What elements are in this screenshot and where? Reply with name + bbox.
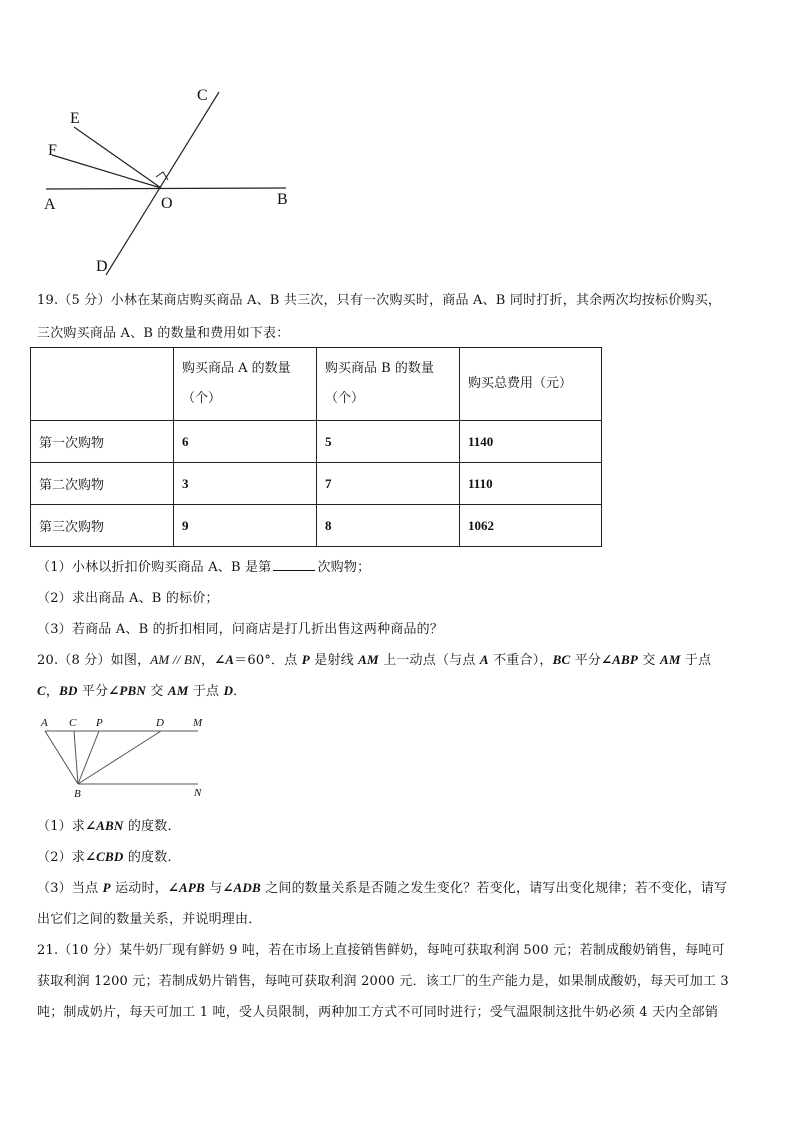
q19-line2: 三次购买商品 A、B 的数量和费用如下表： bbox=[37, 326, 290, 341]
table-cell: 9 bbox=[174, 505, 317, 547]
answer-blank bbox=[273, 558, 315, 571]
label-f: F bbox=[48, 142, 57, 159]
q21-line2: 获取利润 1200 元；若制成奶片销售，每吨可获取利润 2000 元．该工厂的生产能力是，如果制成酸奶，每天可加工 3 bbox=[37, 974, 729, 989]
label-a: A bbox=[44, 196, 56, 213]
q19-line1: 19.（5 分）小林在某商店购买商品 A、B 共三次，只有一次购买时，商品 A、B 同时打折，其余两次均按标价购买， bbox=[37, 293, 722, 308]
q19-sub3: （3）若商品 A、B 的折扣相同，问商店是打几折出售这两种商品的？ bbox=[37, 622, 444, 637]
q19-sub1: （1）小林以折扣价购买商品 A、B 是第 次购物； bbox=[37, 560, 371, 575]
segment-ba bbox=[45, 731, 78, 784]
ray-oe bbox=[74, 127, 161, 188]
table-header-row bbox=[31, 348, 602, 421]
parallel-figure bbox=[38, 712, 213, 800]
table-header-cell bbox=[31, 348, 174, 421]
purchase-table bbox=[30, 347, 602, 547]
label-o: O bbox=[161, 195, 173, 212]
label-c: C bbox=[69, 717, 77, 729]
q19-sub2: （2）求出商品 A、B 的标价； bbox=[37, 591, 219, 606]
label-a: A bbox=[41, 717, 48, 729]
q20-sub1: （1）求∠ABN 的度数． bbox=[37, 818, 181, 834]
table-cell: 5 bbox=[317, 421, 460, 463]
ray-of bbox=[52, 155, 161, 188]
q20-sub3-line2: 出它们之间的数量关系，并说明理由． bbox=[37, 912, 262, 927]
label-b: B bbox=[74, 788, 81, 800]
table-cell: 1140 bbox=[460, 421, 602, 463]
label-c: C bbox=[197, 87, 208, 104]
q21-line3: 吨；制成奶片，每天可加工 1 吨，受人员限制，两种加工方式不可同时进行；受气温限制这批牛奶必须 4 天内全部销 bbox=[37, 1005, 719, 1020]
q20-sub2: （2）求∠CBD 的度数． bbox=[37, 849, 181, 865]
q20-sub3-line1: （3）当点 P 运动时，∠APB 与∠ADB 之间的数量关系是否随之发生变化？若变化，请写出变化规律；若不变化，请写 bbox=[37, 880, 728, 896]
segment-bd bbox=[78, 731, 161, 784]
table-cell: 3 bbox=[174, 463, 317, 505]
q20-line1: 20.（8 分）如图，AM // BN，∠A＝60°．点 P 是射线 AM 上一动点（与点 A 不重合），BC 平分∠ABP 交 AM 于点 bbox=[37, 652, 712, 668]
table-cell: 第三次购物 bbox=[31, 505, 174, 547]
label-n: N bbox=[194, 787, 202, 799]
table-header-cell: 购买商品 A 的数量 （个） bbox=[174, 348, 317, 421]
line-ab bbox=[46, 188, 286, 189]
right-angle-mark bbox=[156, 172, 168, 180]
angle-figure bbox=[36, 80, 306, 280]
label-d: D bbox=[156, 717, 164, 729]
table-row bbox=[31, 463, 602, 505]
table-cell: 1110 bbox=[460, 463, 602, 505]
table-cell: 6 bbox=[174, 421, 317, 463]
table-cell: 8 bbox=[317, 505, 460, 547]
label-p: P bbox=[96, 717, 103, 729]
table-cell: 第一次购物 bbox=[31, 421, 174, 463]
segment-bc bbox=[74, 731, 78, 784]
table-header-cell: 购买总费用（元） bbox=[460, 348, 602, 421]
label-b: B bbox=[277, 191, 288, 208]
line-cd bbox=[106, 92, 219, 275]
table-cell: 7 bbox=[317, 463, 460, 505]
table-cell: 第二次购物 bbox=[31, 463, 174, 505]
q20-line2: C，BD 平分∠PBN 交 AM 于点 D． bbox=[37, 683, 247, 699]
q21-line1: 21.（10 分）某牛奶厂现有鲜奶 9 吨，若在市场上直接销售鲜奶，每吨可获取利润 500 元；若制成酸奶销售，每吨可 bbox=[37, 943, 725, 958]
label-e: E bbox=[70, 110, 80, 127]
label-m: M bbox=[193, 717, 203, 729]
table-cell: 1062 bbox=[460, 505, 602, 547]
table-row bbox=[31, 421, 602, 463]
segment-bp bbox=[78, 731, 99, 784]
label-d: D bbox=[96, 258, 108, 275]
table-header-cell: 购买商品 B 的数量 （个） bbox=[317, 348, 460, 421]
table-row bbox=[31, 505, 602, 547]
